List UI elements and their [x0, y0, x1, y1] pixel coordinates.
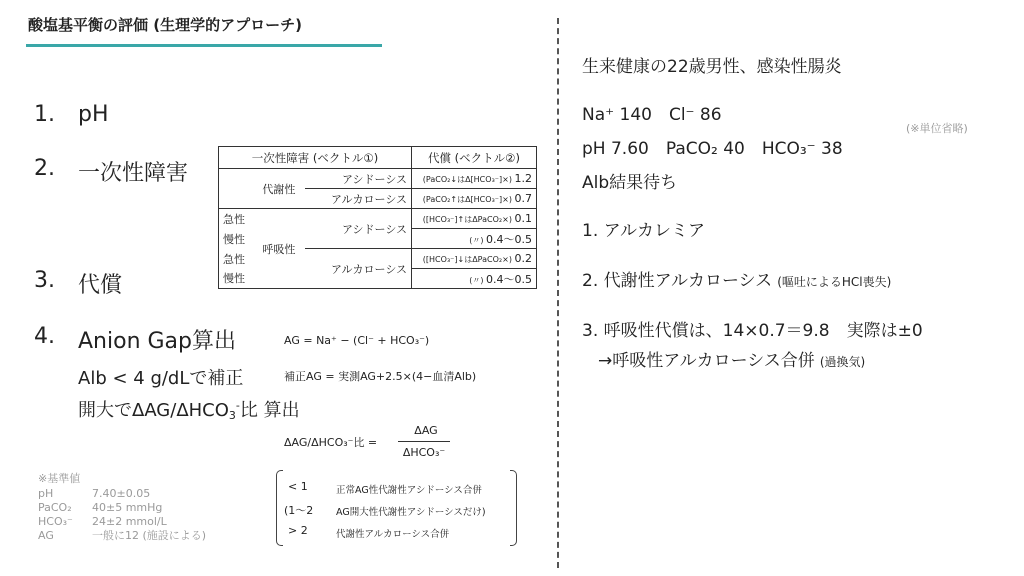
reference-value: 一般に12 (施設による) — [92, 529, 207, 542]
step-2-label: 一次性障害 — [78, 161, 189, 186]
respiratory-acidosis: アシドーシス — [305, 209, 412, 249]
step-3-label: 代償 — [78, 273, 123, 298]
case-blood-gas: pH 7.60 PaCO₂ 40 HCO₃⁻ 38 — [582, 139, 843, 159]
reference-value: 40±5 mmHg — [92, 501, 163, 514]
answer-2-note: (嘔吐によるHCl喪失) — [777, 275, 892, 289]
comp-cell: ([HCO₃⁻]↓はΔPaCO₂×) 0.2 — [412, 249, 537, 269]
reference-value: 24±2 mmol/L — [92, 515, 167, 528]
metabolic-acidosis: アシドーシス — [305, 169, 412, 189]
step-2-number: 2. — [34, 156, 55, 181]
reference-key: pH — [38, 487, 54, 500]
answer-4: →呼吸性アルカローシス合併 — [598, 351, 815, 371]
comp-cell: (〃) 0.4〜0.5 — [412, 229, 537, 249]
ratio-desc-1: 正常AG性代謝性アシドーシス合併 — [336, 485, 482, 496]
table-row — [219, 169, 537, 189]
reference-title: ※基準値 — [38, 472, 81, 485]
table-row — [219, 209, 537, 229]
reference-value: 7.40±0.05 — [92, 487, 151, 500]
step-4-label: Anion Gap算出 — [78, 329, 236, 354]
case-alb-pending: Alb結果待ち — [582, 173, 678, 193]
comp-cell: (PaCO₂↑はΔ[HCO₃⁻]×) 0.7 — [412, 189, 537, 209]
respiratory-label: 呼吸性 — [253, 209, 305, 289]
fraction-bar — [398, 441, 450, 442]
metabolic-label: 代謝性 — [253, 169, 305, 209]
ratio-desc-2: AG開大性代謝性アシドーシスだけ) — [336, 507, 486, 518]
chronic-label-1: 慢性 — [219, 229, 254, 249]
unit-note: (※単位省略) — [906, 122, 968, 135]
reference-key: HCO₃⁻ — [38, 515, 73, 528]
compensation-table — [218, 146, 537, 289]
reference-key: PaCO₂ — [38, 501, 72, 514]
comp-cell: ([HCO₃⁻]↑はΔPaCO₂×) 0.1 — [412, 209, 537, 229]
table-header-primary: 一次性障害 (ベクトル①) — [219, 147, 412, 169]
case-electrolytes: Na⁺ 140 Cl⁻ 86 — [582, 105, 722, 125]
acute-label-2: 急性 — [219, 249, 254, 269]
answer-2: 2. 代謝性アルカローシス — [582, 271, 773, 291]
reference-key: AG — [38, 529, 54, 542]
step-4-number: 4. — [34, 324, 55, 349]
step-4-delta-ratio: 開大でΔAG/ΔHCO3-比 算出 — [78, 399, 300, 422]
answer-4-note: (過換気) — [819, 355, 866, 369]
ag-corrected-formula: 補正AG = 実測AG+2.5×(4−血清Alb) — [284, 370, 477, 383]
answer-3: 3. 呼吸性代償は、14×0.7＝9.8 実際は±0 — [582, 321, 923, 341]
ratio-cond-3: > 2 — [288, 524, 308, 537]
delta-ratio-label: ΔAG/ΔHCO₃⁻比 = — [284, 436, 378, 449]
answer-1: 1. アルカレミア — [582, 221, 705, 241]
right-bracket — [510, 470, 517, 546]
ratio-cond-1: < 1 — [288, 480, 308, 493]
step-1-label: pH — [78, 102, 109, 127]
column-divider — [557, 18, 559, 568]
left-bracket — [276, 470, 283, 546]
table-header-row — [219, 147, 537, 169]
ratio-cond-2: (1〜2 — [284, 504, 314, 517]
chronic-label-2: 慢性 — [219, 269, 254, 289]
step-4-alb-correction: Alb < 4 g/dLで補正 — [78, 368, 244, 389]
ratio-desc-3: 代謝性アルカローシス合併 — [336, 529, 450, 540]
step-1-number: 1. — [34, 102, 55, 127]
case-title: 生来健康の22歳男性、感染性腸炎 — [582, 57, 842, 77]
comp-cell: (〃) 0.4〜0.5 — [412, 269, 537, 289]
page-title: 酸塩基平衡の評価 (生理学的アプローチ) — [28, 16, 302, 34]
step-4-delta-text: 開大でΔAG/ΔHCO — [78, 400, 229, 421]
delta-denominator: ΔHCO₃⁻ — [402, 446, 446, 459]
respiratory-alkalosis: アルカローシス — [305, 249, 412, 289]
metabolic-alkalosis: アルカローシス — [305, 189, 412, 209]
step-3-number: 3. — [34, 268, 55, 293]
delta-numerator: ΔAG — [414, 424, 438, 437]
step-4-delta-tail: 比 算出 — [239, 400, 300, 421]
title-underline — [26, 44, 382, 47]
comp-cell: (PaCO₂↓はΔ[HCO₃⁻]×) 1.2 — [412, 169, 537, 189]
table-header-compensation: 代償 (ベクトル②) — [412, 147, 537, 169]
ag-formula: AG = Na⁺ − (Cl⁻ + HCO₃⁻) — [284, 334, 430, 347]
acute-label-1: 急性 — [219, 209, 254, 229]
